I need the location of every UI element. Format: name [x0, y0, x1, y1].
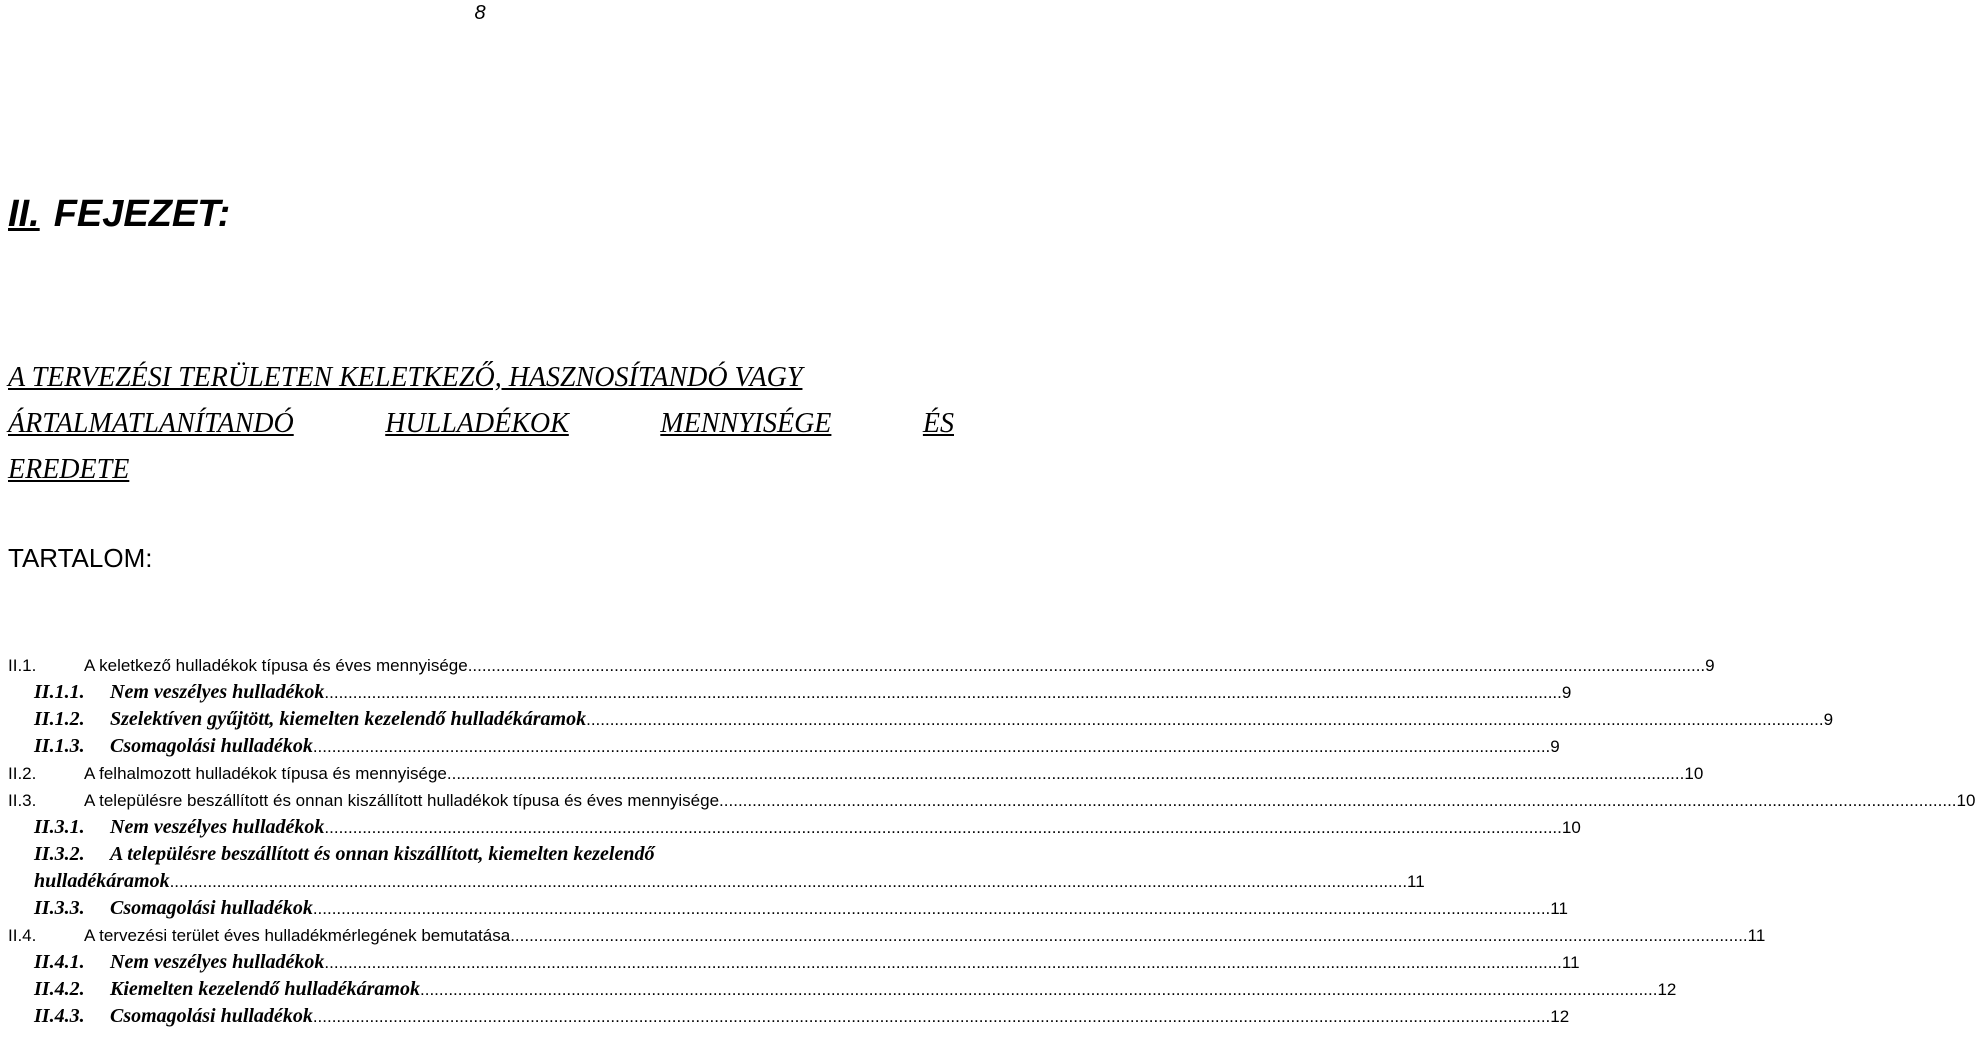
toc-entry-continuation[interactable]: [8, 868, 1425, 895]
toc-entry-number: II.1.1.: [34, 681, 85, 703]
toc-dot-leader: [719, 787, 1956, 814]
toc-entry[interactable]: [8, 922, 1766, 949]
toc-dot-leader: [586, 706, 1823, 733]
toc-entry-page: 12: [1550, 1007, 1570, 1026]
page-number: 8: [474, 2, 486, 24]
chapter-label: FEJEZET:: [53, 193, 231, 235]
toc-entry[interactable]: [8, 895, 1568, 922]
toc-dot-leader: [324, 949, 1561, 976]
toc-entry[interactable]: [8, 949, 1580, 976]
toc-entry-number: II.3.3.: [34, 897, 85, 919]
toc-dot-leader: [420, 976, 1657, 1003]
toc-dot-leader: [313, 733, 1550, 760]
toc-entry-title: A felhalmozott hulladékok típusa és mennyisége: [84, 764, 447, 783]
toc-entry-number: II.3.: [8, 791, 37, 810]
title-word: HULLADÉKOK: [385, 408, 569, 439]
toc-entry-page: 9: [1561, 683, 1572, 702]
toc-entry-page: 9: [1550, 737, 1560, 756]
toc-entry-number: II.1.2.: [34, 708, 85, 730]
toc-dot-leader: [170, 868, 1407, 895]
toc-entry-number: II.4.1.: [34, 951, 85, 973]
toc-entry-number: II.4.3.: [34, 1005, 85, 1027]
toc-entry-title: Csomagolási hulladékok: [110, 897, 313, 919]
toc-entry-number: II.4.: [8, 926, 37, 945]
toc-dot-leader: [313, 895, 1550, 922]
toc-dot-leader: [447, 760, 1684, 787]
toc-entry-page: 9: [1823, 710, 1834, 729]
toc-entry[interactable]: [8, 787, 1975, 814]
toc-entry[interactable]: [8, 814, 1581, 841]
title-line-3: EREDETE: [8, 454, 130, 485]
toc-entry[interactable]: [8, 976, 1677, 1003]
toc-heading: TARTALOM:: [8, 543, 153, 573]
toc-entry-title: Csomagolási hulladékok: [110, 1005, 313, 1027]
title-line-1: A TERVEZÉSI TERÜLETEN KELETKEZŐ, HASZNOSÍTANDÓ VAGY: [8, 362, 803, 393]
toc-entry-title: Nem veszélyes hulladékok: [110, 816, 325, 838]
title-word: ÉS: [922, 408, 954, 439]
title-word: MENNYISÉGE: [660, 408, 832, 439]
toc-entry-page: 11: [1561, 953, 1580, 972]
toc-entry-wrapped[interactable]: [8, 841, 954, 868]
toc-entry-page: 10: [1684, 764, 1704, 783]
toc-entry-title: A keletkező hulladékok típusa és éves mennyisége: [84, 656, 468, 675]
toc-entry-page: 9: [1705, 656, 1715, 675]
toc-entry-page: 12: [1657, 980, 1677, 999]
chapter-title: [8, 355, 954, 493]
toc-dot-leader: [313, 1003, 1550, 1030]
toc-dot-leader: [324, 814, 1561, 841]
toc-entry-page: 11: [1407, 872, 1425, 891]
toc-dot-leader: [510, 922, 1747, 949]
toc-entry-page: 11: [1550, 899, 1568, 918]
toc-entry-page: 10: [1561, 818, 1581, 837]
toc-entry-page: 11: [1747, 926, 1766, 945]
toc-entry-title-cont: hulladékáramok: [34, 870, 170, 892]
toc-dot-leader: [468, 652, 1705, 679]
chapter-heading: [8, 190, 230, 238]
toc-entry-title: Nem veszélyes hulladékok: [110, 951, 325, 973]
toc-dot-leader: [324, 679, 1561, 706]
toc-entry-number: II.4.2.: [34, 978, 85, 1000]
toc-entry-number: II.1.3.: [34, 735, 85, 757]
toc-entry-title: A településre beszállított és onnan kiszállított hulladékok típusa és éves mennyisége: [84, 791, 720, 810]
toc-entry-number: II.3.1.: [34, 816, 85, 838]
toc-entry[interactable]: [8, 706, 1834, 733]
toc-entry[interactable]: [8, 652, 1715, 679]
toc-entry-number: II.3.2.: [34, 843, 85, 865]
title-word: ÁRTALMATLANÍTANDÓ: [8, 408, 294, 439]
toc-entry-title: Szelektíven gyűjtött, kiemelten kezelendő hulladékáramok: [110, 708, 587, 730]
toc-entry-page: 10: [1956, 791, 1975, 810]
toc-entry[interactable]: [8, 679, 1572, 706]
toc-entry-title: Csomagolási hulladékok: [110, 735, 313, 757]
toc-entry[interactable]: [8, 733, 1560, 760]
toc-entry-number: II.2.: [8, 764, 37, 783]
toc-entry[interactable]: [8, 1003, 1570, 1030]
toc-entry[interactable]: [8, 760, 1704, 787]
toc-entry-title: A településre beszállított és onnan kiszállított, kiemelten kezelendő: [110, 843, 655, 865]
chapter-number: II.: [8, 193, 40, 235]
toc-entry-title: Nem veszélyes hulladékok: [110, 681, 325, 703]
toc-entry-title: Kiemelten kezelendő hulladékáramok: [110, 978, 420, 1000]
title-line-2: [8, 401, 954, 447]
toc-entry-number: II.1.: [8, 656, 37, 675]
table-of-contents: [8, 652, 1975, 1030]
toc-entry-title: A tervezési terület éves hulladékmérlegének bemutatása: [84, 926, 511, 945]
